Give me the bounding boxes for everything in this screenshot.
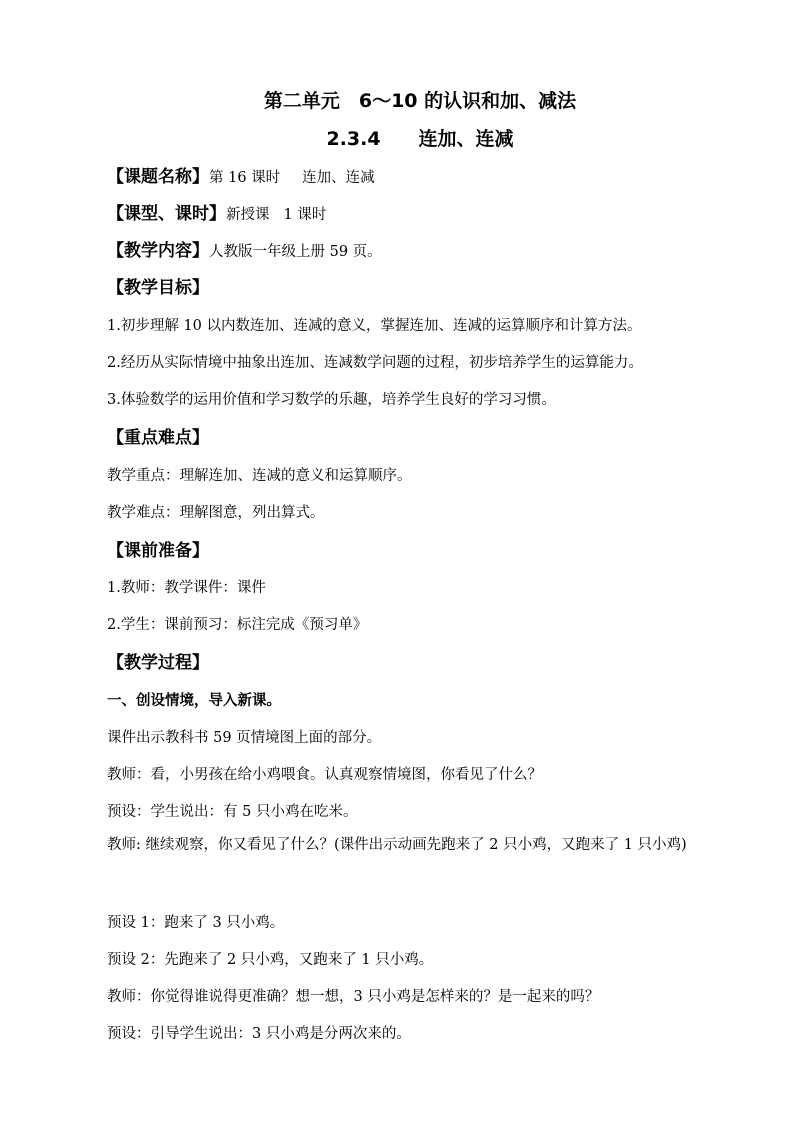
key-point-item: 教学难点：理解图意，列出算式。	[107, 505, 325, 521]
lesson-name-label: 【课题名称】	[107, 167, 209, 187]
teaching-content-label: 【教学内容】	[107, 241, 209, 261]
lesson-type-label: 【课型、课时】	[107, 204, 226, 224]
goal-item: 3.体验数学的运用价值和学习数学的乐趣，培养学生良好的学习习惯。	[107, 392, 556, 408]
process-line: 教师：你觉得谁说得更准确？想一想，3 只小鸡是怎样来的？是一起来的吗？	[107, 989, 600, 1005]
process-line: 教师：看，小男孩在给小鸡喂食。认真观察情境图，你看见了什么？	[107, 767, 542, 783]
process-line: 预设 1：跑来了 3 只小鸡。	[107, 915, 285, 931]
lesson-name-value: 第 16 课时	[209, 170, 281, 186]
preparation-header: 【课前准备】	[107, 541, 209, 561]
lesson-name-topic: 连加、连减	[302, 170, 375, 186]
preparation-item: 2.学生：课前预习：标注完成《预习单》	[107, 617, 368, 633]
teaching-content-row	[107, 236, 382, 261]
unit-title: 第二单元 6～10 的认识和加、减法	[263, 90, 577, 112]
process-line: 预设：学生说出：有 5 只小鸡在吃米。	[107, 804, 358, 820]
process-line: 预设：引导学生说出：3 只小鸡是分两次来的。	[107, 1026, 411, 1042]
goal-item: 1.初步理解 10 以内数连加、连减的意义，掌握连加、连减的运算顺序和计算方法。	[107, 318, 642, 334]
lesson-title: 2.3.4 连加、连减	[326, 128, 514, 150]
key-points-header: 【重点难点】	[107, 428, 209, 448]
lesson-name-row	[107, 162, 375, 187]
key-point-item: 教学重点：理解连加、连减的意义和运算顺序。	[107, 468, 412, 484]
lesson-hours: 1 课时	[283, 207, 327, 223]
lesson-type-value: 新授课	[226, 207, 270, 223]
lesson-type-row	[107, 199, 326, 224]
process-line: 预设 2：先跑来了 2 只小鸡，又跑来了 1 只小鸡。	[107, 952, 434, 968]
goals-header: 【教学目标】	[107, 278, 209, 298]
teaching-content-value: 人教版一年级上册 59 页。	[209, 244, 382, 260]
process-header: 【教学过程】	[107, 653, 209, 673]
section-title: 一、创设情境，导入新课。	[107, 693, 281, 709]
process-line: 课件出示教科书 59 页情境图上面的部分。	[107, 730, 382, 746]
goal-item: 2.经历从实际情境中抽象出连加、连减数学问题的过程，初步培养学生的运算能力。	[107, 355, 643, 371]
preparation-item: 1.教师：教学课件：课件	[107, 580, 266, 596]
process-paragraph: 教师: 继续观察，你又看见了什么？(课件出示动画先跑来了 2 只小鸡，又跑来了 1 只小鸡)	[107, 837, 687, 853]
